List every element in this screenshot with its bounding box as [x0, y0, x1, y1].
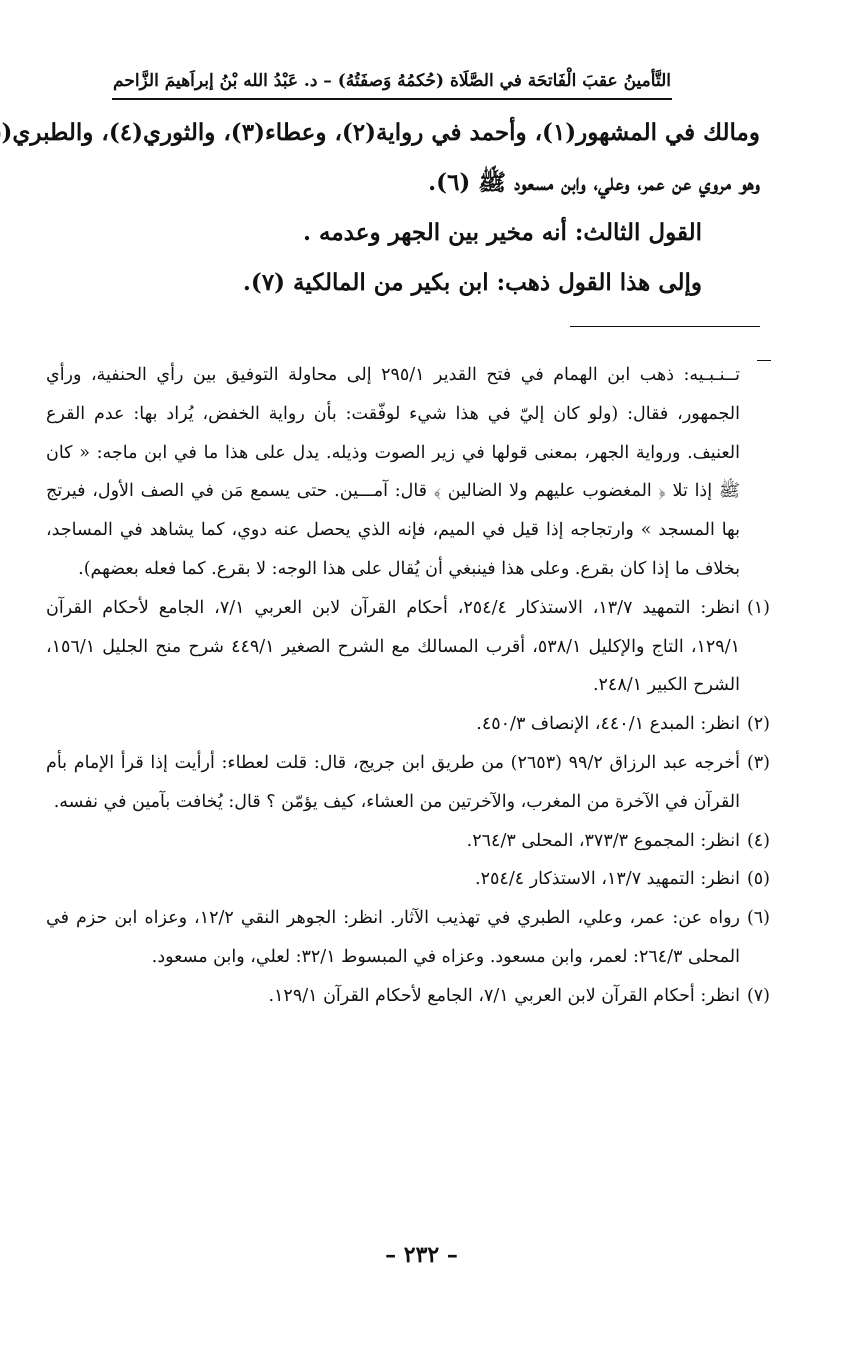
footnote-7: [46, 977, 770, 1016]
footnote-text: انظر: أحكام القرآن لابن العربي ٧/١، الجامع لأحكام القرآن ١٢٩/١.: [268, 985, 740, 1006]
footnote-2: [46, 705, 770, 744]
footnote-number: (١): [746, 597, 770, 618]
footnote-3: [46, 744, 770, 822]
main-line-1: ومالك في المشهور(١)، وأحمد في رواية(٢)، وعطاء(٣)، والثوري(٤)، والطبري(: [1, 119, 760, 146]
footnote-6: [46, 899, 770, 977]
footnote-number: (٤): [746, 830, 770, 851]
footnote-text: أخرجه عبد الرزاق ٩٩/٢ (٢٦٥٣) من طريق ابن جريج، قال: قلت لعطاء: أرأيت إذا قرأ الإمام بأم القرآن في الآخرة من المغرب، والآخرتين من العشاء، كيف يؤمّن ؟ قال: يُخافت بآمين في نفسه.: [46, 752, 741, 812]
footnote-5: [46, 860, 770, 899]
running-header: التَّأمينُ عقبَ الْفَاتحَة في الصَّلَاة (حُكمُهُ وَصفَتُهُ) – د. عَبْدُ الله بْنُ إبراَهيمَ الزَّاحم: [113, 71, 671, 91]
footnote-1: [46, 589, 770, 705]
footnote-number: (٣): [746, 752, 770, 773]
footnote-number: (٦): [746, 908, 770, 929]
footnote-4: [46, 822, 770, 861]
main-line-2: وهو مروي عن عمر، وعلي، وابن مسعود ﷺ (٦).: [428, 169, 760, 196]
main-line-3: القول الثالث: أنه مخير بين الجهر وعدمه .: [303, 219, 702, 246]
footnote-text: رواه عن: عمر، وعلي، الطبري في تهذيب الآثار. انظر: الجوهر النقي ١٢/٢، وعزاه ابن حزم في المحلى ٢٦٤/٣: لعمر، وابن مسعود. وعزاه في المبسوط ٣٢/١: لعلي، وابن مسعود.: [46, 908, 741, 967]
page-number: – ٢٣٢ –: [385, 1242, 458, 1268]
footnote-text: انظر: المجموع ٣٧٣/٣، المحلى ٢٦٤/٣.: [466, 830, 740, 851]
footnote-text: انظر: التمهيد ١٣/٧، الاستذكار ٢٥٤/٤.: [475, 869, 740, 890]
footnote-tanbih-text: تــنـبـيه: ذهب ابن الهمام في فتح القدير ٢٩٥/١ إلى محاولة التوفيق بين رأي الحنفية، ورأي الجمهور، فقال: (ولو كان إليّ في هذا شيء لوفّقت: بأن رواية الخفض، يُراد بها: عدم القرع العنيف. ورواية الجهر، بمعنى قولها في زير الصوت وذيله. يدل على هذا ما في ابن ماجه: « كان ﷺ إذا تلا ﴿ المغضوب عليهم ولا الضالين ﴾ قال: آمـــين. حتى يسمع مَن في الصف الأول، فيرتج بها المسجد » وارتجاجه إذا قيل في الميم، فإنه الذي يحصل عنه دوي، كما يشاهد في المساجد، بخلاف ما إذا كان بقرع. وعلى هذا فينبغي أن يُقال على هذا الوجه: لا بقرع. كما فعله بعضهم).: [46, 365, 740, 579]
footnote-text: انظر: التمهيد ١٣/٧، الاستذكار ٢٥٤/٤، أحكام القرآن لابن العربي ٧/١، الجامع لأحكام القرآن ١٢٩/١، التاج والإكليل ٥٣٨/١، أقرب المسالك مع الشرح الصغير ٤٤٩/١ شرح منح الجليل ١٥٦/١، الشرح الكبير ٢٤٨/١.: [46, 597, 740, 696]
footnote-number: (٥): [746, 869, 770, 890]
footnote-tanbih: [46, 356, 770, 589]
footnote-text: انظر: المبدع ٤٤٠/١، الإنصاف ٤٥٠/٣.: [476, 714, 740, 735]
footnote-number: (٧): [746, 985, 770, 1006]
header-rule: [112, 98, 672, 100]
footnotes: [46, 356, 770, 1016]
footnote-separator: [570, 326, 760, 327]
main-text: [1, 108, 760, 308]
main-line-4: وإلى هذا القول ذهب: ابن بكير من المالكية (٧).: [242, 269, 702, 296]
footnote-number: (٢): [746, 714, 770, 735]
